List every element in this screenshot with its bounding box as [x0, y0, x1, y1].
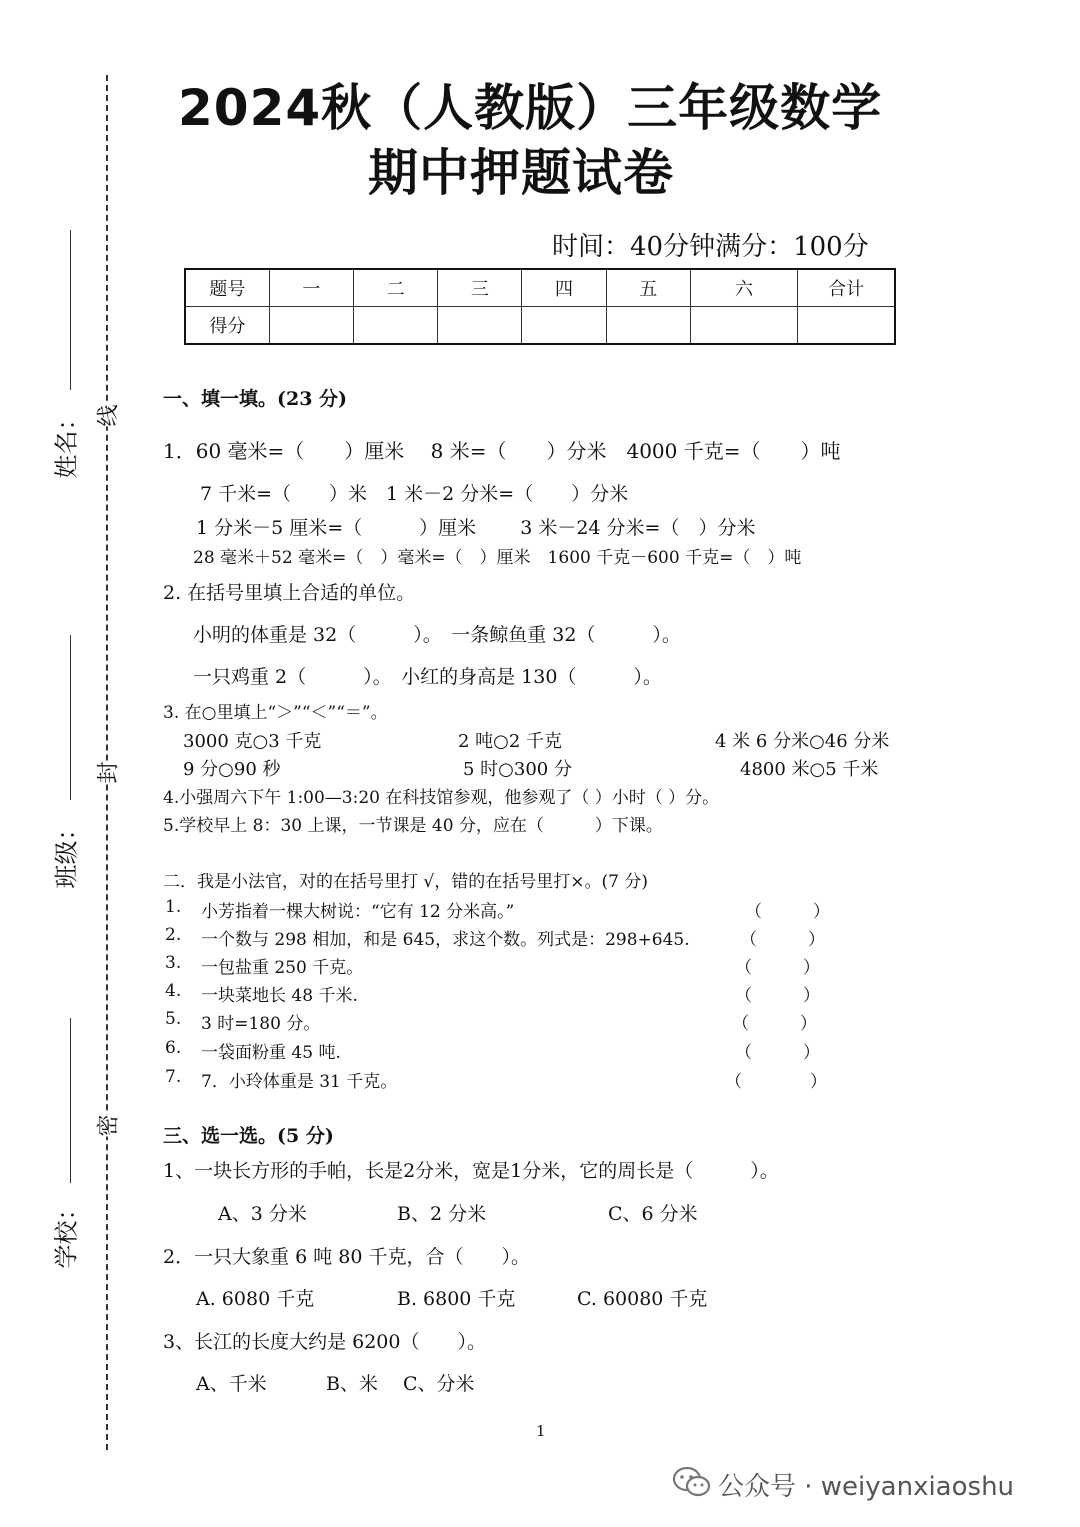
score-cell[interactable] [690, 307, 797, 345]
class-underline [70, 635, 71, 800]
score-cell[interactable] [353, 307, 437, 345]
score-cell[interactable] [798, 307, 895, 345]
title-line-2: 期中押题试卷 [368, 144, 674, 202]
section3-heading: 三、选一选。(5 分) [163, 1125, 334, 1147]
seal-char-seal: 封 [90, 761, 125, 783]
name-underline [70, 230, 71, 390]
score-cell[interactable] [438, 307, 522, 345]
score-header-cell: 三 [438, 269, 522, 307]
s1-q3-item: 4 米 6 分米○46 分米 [715, 731, 890, 752]
s3-q1-option: B、2 分米 [397, 1203, 487, 1225]
score-table-header-row [185, 269, 895, 307]
section1-heading: 一、填一填。(23 分) [163, 388, 348, 410]
score-header-cell: 一 [269, 269, 353, 307]
school-underline [70, 1018, 71, 1183]
score-header-cell: 四 [522, 269, 606, 307]
s1-q2-line1: 小明的体重是 32（ ）。 一条鲸鱼重 32（ ）。 [193, 624, 681, 646]
score-cell[interactable] [522, 307, 606, 345]
score-table-score-row [185, 307, 895, 345]
s1-q1-line1: 1．60 毫米=（ ）厘米 8 米=（ ）分米 4000 千克=（ ）吨 [163, 439, 841, 463]
s3-q3-option: C、分米 [403, 1373, 475, 1395]
seal-char-secret: 密 [90, 1114, 125, 1136]
score-header-cell: 六 [690, 269, 797, 307]
s1-q1-line4: 28 毫米＋52 毫米=（ ）毫米=（ ）厘米 1600 千克－600 千克=（ ）吨 [193, 548, 802, 568]
wechat-icon [672, 1465, 712, 1499]
score-cell[interactable] [606, 307, 690, 345]
section2-heading: 二．我是小法官，对的在括号里打 √，错的在括号里打×。(7 分) [163, 872, 648, 892]
s2-item-num: 7. [165, 1067, 182, 1087]
s2-item-text: 7．小玲体重是 31 千克。 [201, 1072, 398, 1092]
s2-item-bracket: （ ） [732, 1014, 817, 1034]
s3-q2-option: C. 60080 千克 [577, 1288, 708, 1310]
seal-char-line: 线 [90, 404, 125, 426]
s3-q3-stem: 3、长江的长度大约是 6200（ ）。 [163, 1331, 486, 1353]
s3-q2-stem: 2．一只大象重 6 吨 80 千克，合（ ）。 [163, 1246, 531, 1268]
s1-q1-line3: 1 分米－5 厘米=（ ）厘米 3 米－24 分米=（ ）分米 [196, 517, 756, 539]
s2-item-text: 一个数与 298 相加，和是 645，求这个数。列式是：298+645. [201, 930, 690, 950]
page-number: 1 [536, 1422, 546, 1440]
s2-item-text: 一包盐重 250 千克。 [201, 958, 364, 978]
s2-item-bracket: （ ） [735, 958, 820, 978]
s1-q1-line2: 7 千米=（ ）米 1 米－2 分米=（ ）分米 [200, 483, 629, 505]
s2-item-bracket: （ ） [735, 986, 820, 1006]
s2-item-bracket: （ ） [725, 1072, 827, 1092]
s1-q2-line2: 一只鸡重 2（ ）。 小红的身高是 130（ ）。 [193, 666, 662, 688]
s2-item-bracket: （ ） [735, 1043, 820, 1063]
s1-q2-stem: 2. 在括号里填上合适的单位。 [163, 582, 416, 604]
s2-item-text: 3 时=180 分。 [201, 1014, 321, 1034]
s2-item-num: 3. [165, 953, 182, 973]
s1-q3-item: 5 时○300 分 [463, 759, 572, 780]
score-header-cell: 二 [353, 269, 437, 307]
s2-item-num: 5. [165, 1009, 182, 1029]
s2-item-num: 6. [165, 1038, 182, 1058]
s3-q1-stem: 1、一块长方形的手帕，长是2分米，宽是1分米，它的周长是（ ）。 [163, 1160, 779, 1182]
s2-item-text: 一块菜地长 48 千米. [201, 986, 358, 1006]
title-line-1: 2024秋（人教版）三年级数学 [178, 79, 883, 137]
s2-item-text: 一袋面粉重 45 吨. [201, 1043, 341, 1063]
score-cell[interactable] [269, 307, 353, 345]
watermark: 公众号 · weiyanxiaoshu [718, 1472, 1015, 1502]
s2-item-num: 1. [165, 897, 182, 917]
s2-item-num: 2. [165, 925, 182, 945]
s3-q2-option: B. 6800 千克 [397, 1288, 516, 1310]
s2-item-bracket: （ ） [740, 930, 825, 950]
s3-q3-option: A、千米 [196, 1373, 267, 1395]
s1-q3-item: 4800 米○5 千米 [740, 759, 879, 780]
score-header-cell: 合计 [798, 269, 895, 307]
s1-q3-item: 9 分○90 秒 [183, 759, 281, 780]
name-label: 姓名： [52, 406, 81, 479]
school-label: 学校： [52, 1196, 81, 1269]
score-table [184, 268, 896, 345]
s2-item-text: 小芳指着一棵大树说：“它有 12 分米高。” [201, 902, 515, 922]
s3-q2-option: A. 6080 千克 [196, 1288, 315, 1310]
s1-q3-item: 2 吨○2 千克 [458, 731, 563, 752]
exam-info: 时间：40分钟满分：100分 [552, 232, 869, 262]
s3-q1-option: A、3 分米 [218, 1203, 307, 1225]
class-label: 班级： [52, 816, 81, 889]
s3-q1-option: C、6 分米 [608, 1203, 698, 1225]
s2-item-num: 4. [165, 981, 182, 1001]
s1-q4: 4.小强周六下午 1:00—3:20 在科技馆参观，他参观了（ ）小时（ ）分。 [163, 788, 720, 808]
score-row-label: 得分 [185, 307, 269, 345]
score-header-cell: 五 [606, 269, 690, 307]
s1-q3-item: 3000 克○3 千克 [183, 731, 322, 752]
s1-q5: 5.学校早上 8：30 上课，一节课是 40 分，应在（ ）下课。 [163, 816, 663, 836]
score-header-cell: 题号 [185, 269, 269, 307]
s1-q3-stem: 3. 在○里填上“＞”“＜”“＝”。 [163, 703, 388, 723]
s3-q3-option: B、米 [326, 1373, 378, 1395]
s2-item-bracket: （ ） [745, 902, 830, 922]
